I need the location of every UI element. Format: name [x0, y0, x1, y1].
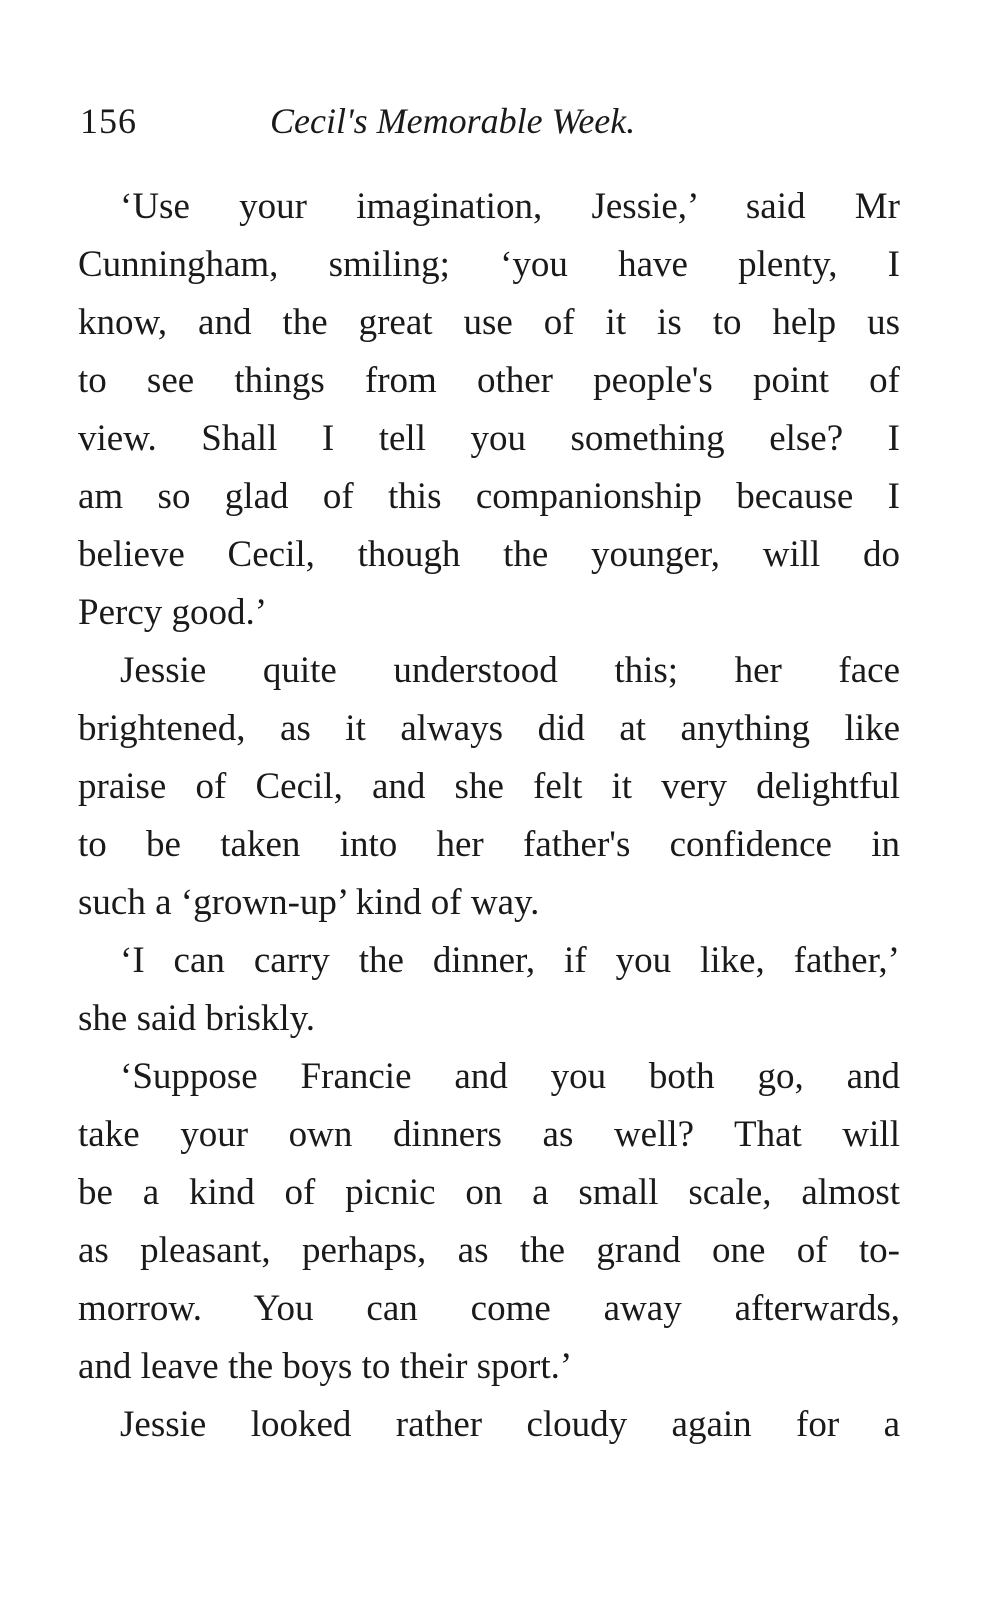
text-line: Jessie looked rather cloudy again for a	[120, 1404, 900, 1445]
text-line: view. Shall I tell you something else? I	[78, 418, 900, 459]
text-line: believe Cecil, though the younger, will do	[78, 534, 900, 575]
text-line: ‘I can carry the dinner, if you like, father,’	[120, 940, 900, 981]
body-text	[78, 178, 900, 1454]
text-line: be a kind of picnic on a small scale, almost	[78, 1172, 900, 1213]
text-line: ‘Use your imagination, Jessie,’ said Mr	[120, 186, 900, 227]
text-line: Jessie quite understood this; her face	[120, 650, 900, 691]
page-number: 156	[80, 101, 137, 141]
text-line: know, and the great use of it is to help us	[78, 302, 900, 343]
text-line: she said briskly.	[78, 998, 316, 1039]
running-title: Cecil's Memorable Week.	[270, 101, 636, 141]
text-line: morrow. You can come away afterwards,	[78, 1288, 900, 1329]
text-line: and leave the boys to their sport.’	[78, 1346, 573, 1387]
text-line: Cunningham, smiling; ‘you have plenty, I	[78, 244, 900, 285]
text-line: Percy good.’	[78, 592, 268, 633]
text-line: ‘Suppose Francie and you both go, and	[120, 1056, 900, 1097]
text-line: as pleasant, perhaps, as the grand one of to-	[78, 1230, 900, 1271]
text-line: to see things from other people's point of	[78, 360, 900, 401]
text-line: brightened, as it always did at anything like	[78, 708, 900, 749]
text-line: to be taken into her father's confidence in	[78, 824, 900, 865]
text-line: take your own dinners as well? That will	[78, 1114, 900, 1155]
running-header	[80, 100, 900, 150]
text-line: praise of Cecil, and she felt it very delightful	[78, 766, 900, 807]
text-line: such a ‘grown-up’ kind of way.	[78, 882, 540, 923]
text-line: am so glad of this companionship because I	[78, 476, 900, 517]
